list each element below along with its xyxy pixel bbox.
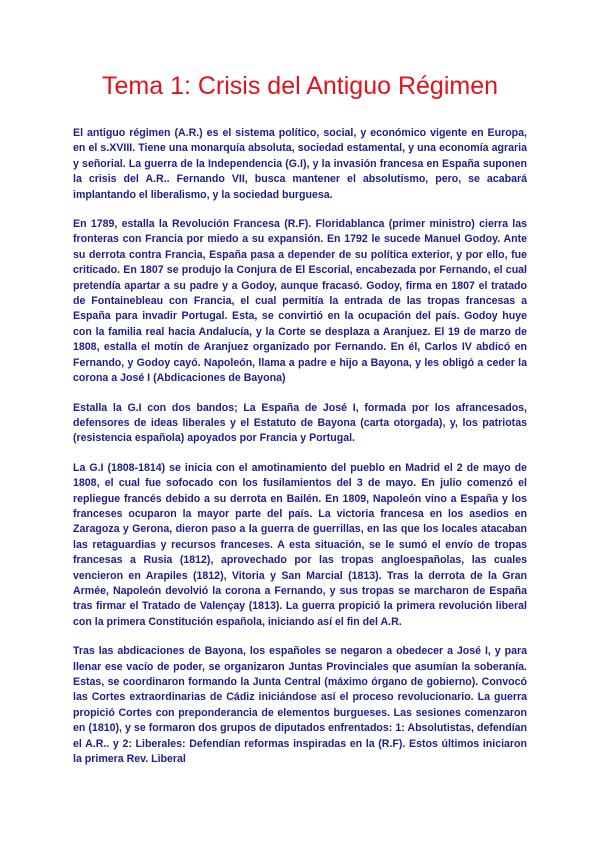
document-body	[73, 126, 527, 781]
page-title: Tema 1: Crisis del Antiguo Régimen	[101, 72, 499, 100]
paragraph-juntas-cortes: Tras las abdicaciones de Bayona, los españoles se negaron a obedecer a José I, y para llenar ese vacío de poder, se organizaron Juntas Provinciales que asumían la soberanía. Estas, se coordinaron formando la Junta Central (máximo órgano de gobierno). Convocó las Cortes extraordinarias de Cádiz iniciándose así el proceso revolucionario. La guerra propició Cortes con preponderancia de elementos burgueses. Las sesiones comenzaron en (1810), y se formaron dos grupos de diputados enfrentados: 1: Absolutistas, defendían el A.R.. y 2: Liberales: Defendían reformas inspiradas en la (R.F). Estos últimos iniciaron la primera Rev. Liberal	[73, 645, 527, 766]
paragraph-bandos: Estalla la G.I con dos bandos; La España de José I, formada por los afrancesados, defensores de ideas liberales y el Estatuto de Bayona (carta otorgada), y, los patriotas (resistencia española) apoyados por Francia y Portugal.	[73, 401, 527, 445]
paragraph-antiguo-regimen: El antiguo régimen (A.R.) es el sistema político, social, y económico vigente en Europa, en el s.XVIII. Tiene una monarquía absoluta, sociedad estamental, y una economía agraria y señorial. La guerra de la Independencia (G.I), y la invasión francesa en España suponen la crisis del A.R.. Fernando VII, busca mantener el absolutismo, pero, se acabará implantando el liberalismo, y la sociedad burguesa.	[73, 127, 527, 201]
paragraph-guerra-independencia: La G.I (1808-1814) se inicia con el amotinamiento del pueblo en Madrid el 2 de mayo de 1808, el cual fue sofocado con los fusilamientos del 3 de mayo. En julio comenzó el repliegue francés debido a su derrota en Bailén. En 1809, Napoleón vino a España y los franceses ocuparon la mayor parte del país. La victoria francesa en los asedios en Zaragoza y Gerona, dieron paso a la guerra de guerrillas, en las que los locales atacaban las retaguardias y recursos franceses. A esta situación, se le sumó el envío de tropas francesas a Rusia (1812), aprovechado por las tropas angloespañolas, las cuales vencieron en Arapiles (1812), Vitoria y San Marcial (1813). Tras la derrota de la Gran Armée, Napoleón devolvió la corona a Fernando, y sus tropas se marcharon de España tras firmar el Tratado de Valençay (1813). La guerra propició la primera revolución liberal con la primera Constitución española, iniciando así el fin del A.R.	[73, 461, 527, 628]
paragraph-revolucion-francesa: En 1789, estalla la Revolución Francesa (R.F). Floridablanca (primer ministro) cierra las fronteras con Francia por miedo a su expansión. En 1792 le sucede Manuel Godoy. Ante su derrota contra Francia, España pasa a depender de su política exterior, y por ello, fue criticado. En 1807 se produjo la Conjura de El Escorial, encabezada por Fernando, el cual pretendía apartar a su padre y a Godoy, aunque fracasó. Godoy, firma en 1807 el tratado de Fontainebleau con Francia, el cual permitía la entrada de las tropas francesas a España para invadir Portugal. Esta, se convirtió en la ocupación del país. Godoy huye con la familia real hacia Andalucía, y la Corte se desplaza a Aranjuez. El 19 de marzo de 1808, estalla el motín de Aranjuez organizado por Fernando. En él, Carlos IV abdicó en Fernando, y Godoy cayó. Napoleón, llama a padre e hijo a Bayona, y les obligó a ceder la corona a José I (Abdicaciones de Bayona)	[73, 218, 527, 385]
